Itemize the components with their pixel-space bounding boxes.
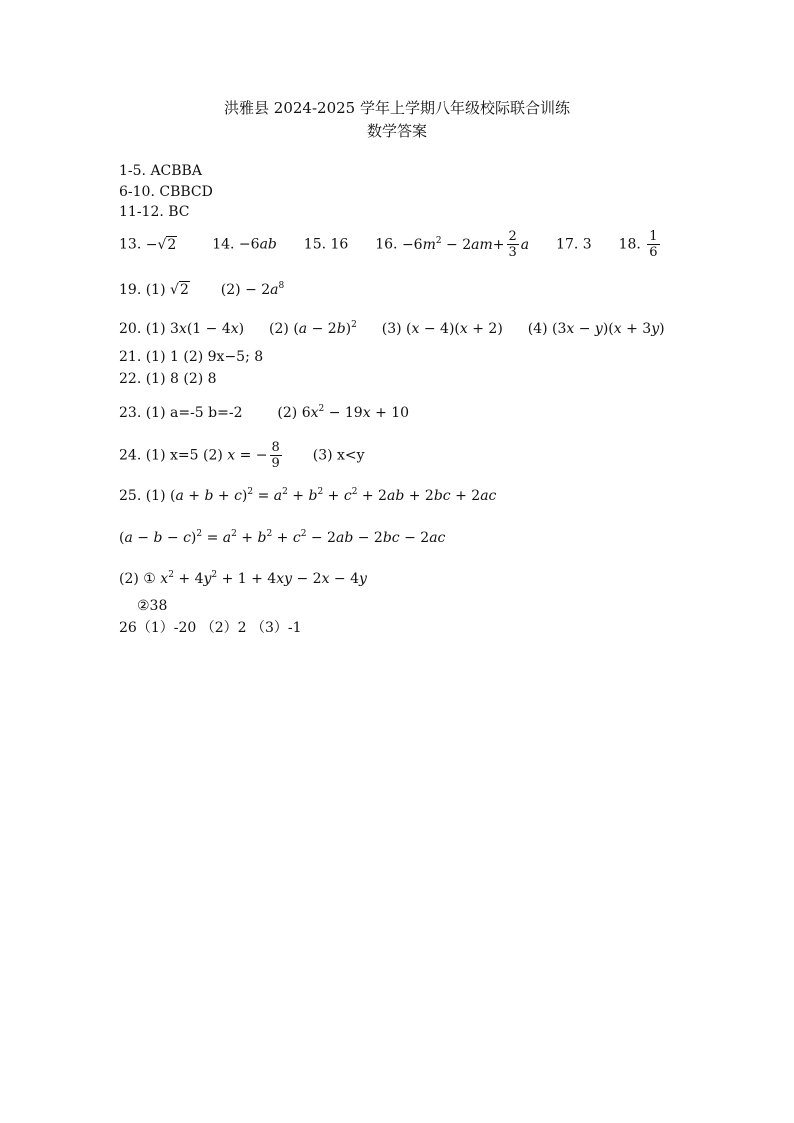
q13-value: −√2 — [145, 236, 177, 253]
q16-label: 16. — [375, 236, 398, 253]
answer-20: 20. (1) 3x(1 − 4x) (2) $(a - 2b)^2$ (3) (x − 4)(x + 2) (4) (3x − y)(x + 3y) — [119, 320, 665, 337]
answer-23: 23. (1) a=-5 b=-2 (2) $6x^2 - 19x + 10$ — [119, 404, 410, 421]
doc-title-line2: 数学答案 — [366, 122, 427, 140]
answer-25-part1b: $(a - b - c)^2 = a^2 + b^2 + c^2 - 2ab - 2bc - 2ac$ — [119, 529, 446, 546]
answer-21: 21. (1) 1 (2) 9x−5; 8 — [119, 349, 264, 365]
q24-part1: 24. (1) x=5 (2) — [119, 447, 223, 464]
q25-label: 25. (1) — [119, 488, 166, 504]
answer-11-12: 11-12. BC — [119, 204, 190, 220]
q19-part1-label: (1) — [145, 282, 166, 298]
answer-26: 26（1）-20 （2）2 （3）-1 — [119, 620, 302, 636]
q23-part2-label: (2) — [277, 405, 298, 421]
answer-13-18-row — [119, 229, 662, 260]
q19-label: 19. — [119, 282, 142, 298]
doc-title-line1: 洪雅县 2024-2025 学年上学期八年级校际联合训练 — [224, 99, 570, 117]
q17: 17. 3 — [556, 236, 592, 253]
q25-part2-label: (2) ① — [119, 571, 156, 587]
q20-label: 20. — [119, 321, 142, 337]
q15: 15. 16 — [303, 236, 349, 253]
answer-6-10: 6-10. CBBCD — [119, 184, 213, 200]
q24-part3: (3) x<y — [312, 447, 365, 464]
q18-fraction: $\frac{1}{6}$ — [649, 229, 658, 260]
answer-19: 19. (1) √2 $(2) - 2a^8$ — [119, 281, 285, 298]
answer-25-part2: (2) ① $x^2 + 4y^2 + 1 + 4xy - 2x - 4y$ — [119, 570, 367, 587]
answer-1-5: 1-5. ACBBA — [119, 163, 202, 179]
q14-label: 14. — [212, 236, 235, 253]
q16-value: $-6m^2 - 2am+$ $\frac{2}{3}$ a — [401, 229, 530, 260]
q19-part2-label: (2) — [220, 282, 241, 298]
q13-label: 13. — [119, 236, 142, 253]
q23-part1: 23. (1) a=-5 b=-2 — [119, 405, 243, 421]
q24-fraction: $\frac{8}{9}$ — [271, 440, 280, 471]
answer-25-part1: 25. (1) $(a + b + c)^2 = a^2 + b^2 + c^2 + 2ab + 2bc + 2ac$ — [119, 487, 497, 504]
q18-label: 18. — [618, 236, 641, 253]
q14-value: −6ab — [238, 236, 277, 253]
answer-25-part2b: ②38 — [137, 598, 168, 614]
answer-24: 24. (1) x=5 (2) x = − $\frac{8}{9}$ (3) x<y — [119, 440, 365, 471]
answer-22: 22. (1) 8 (2) 8 — [119, 371, 217, 387]
